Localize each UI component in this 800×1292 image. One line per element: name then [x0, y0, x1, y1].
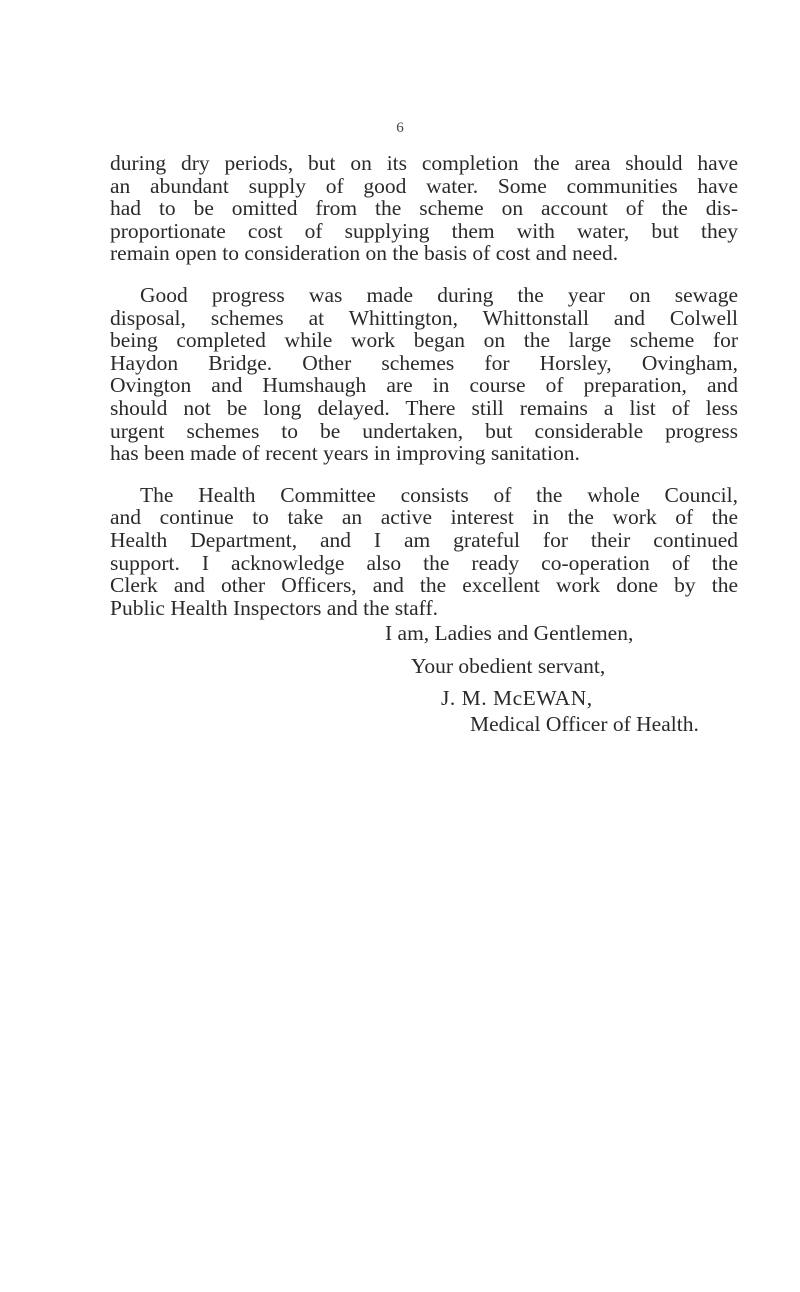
- page-number: 6: [396, 120, 404, 136]
- text-line: and continue to take an active interest in the work of the: [110, 505, 738, 530]
- paragraph-health-committee: [110, 484, 738, 620]
- text-line: urgent schemes to be undertaken, but considerable progress: [110, 418, 738, 443]
- paragraph-sewage-disposal: [110, 284, 738, 465]
- text-line: Health Department, and I am grateful for their continued: [110, 527, 738, 552]
- text-line: an abundant supply of good water. Some communities have: [110, 173, 738, 198]
- closing-salutation: I am, Ladies and Gentlemen,: [385, 621, 634, 645]
- text-line: support. I acknowledge also the ready co-operation of the: [110, 550, 738, 575]
- text-line: proportionate cost of supplying them with water, but they: [110, 218, 738, 243]
- text-line: The Health Committee consists of the whole Council,: [140, 482, 738, 507]
- signatory-title: Medical Officer of Health.: [470, 712, 699, 736]
- text-line: Good progress was made during the year on sewage: [140, 282, 738, 307]
- text-line: has been made of recent years in improving sanitation.: [110, 441, 580, 466]
- letter-body: [110, 152, 738, 638]
- text-line: during dry periods, but on its completion the area should have: [110, 151, 738, 175]
- paragraph-water-supply: [110, 152, 738, 265]
- text-line: Haydon Bridge. Other schemes for Horsley, Ovingham,: [110, 350, 738, 375]
- text-line: remain open to consideration on the basis of cost and need.: [110, 241, 619, 266]
- closing-valediction: Your obedient servant,: [411, 654, 606, 678]
- text-line: should not be long delayed. There still remains a list of less: [110, 395, 738, 420]
- text-line: being completed while work began on the large scheme for: [110, 328, 738, 353]
- signatory-name: J. M. McEWAN,: [441, 686, 593, 710]
- text-line: disposal, schemes at Whittington, Whittonstall and Colwell: [110, 305, 738, 330]
- text-line: had to be omitted from the scheme on account of the dis-: [110, 196, 738, 221]
- text-line: Public Health Inspectors and the staff.: [110, 595, 438, 620]
- text-line: Clerk and other Officers, and the excellent work done by the: [110, 573, 738, 598]
- text-line: Ovington and Humshaugh are in course of preparation, and: [110, 373, 738, 398]
